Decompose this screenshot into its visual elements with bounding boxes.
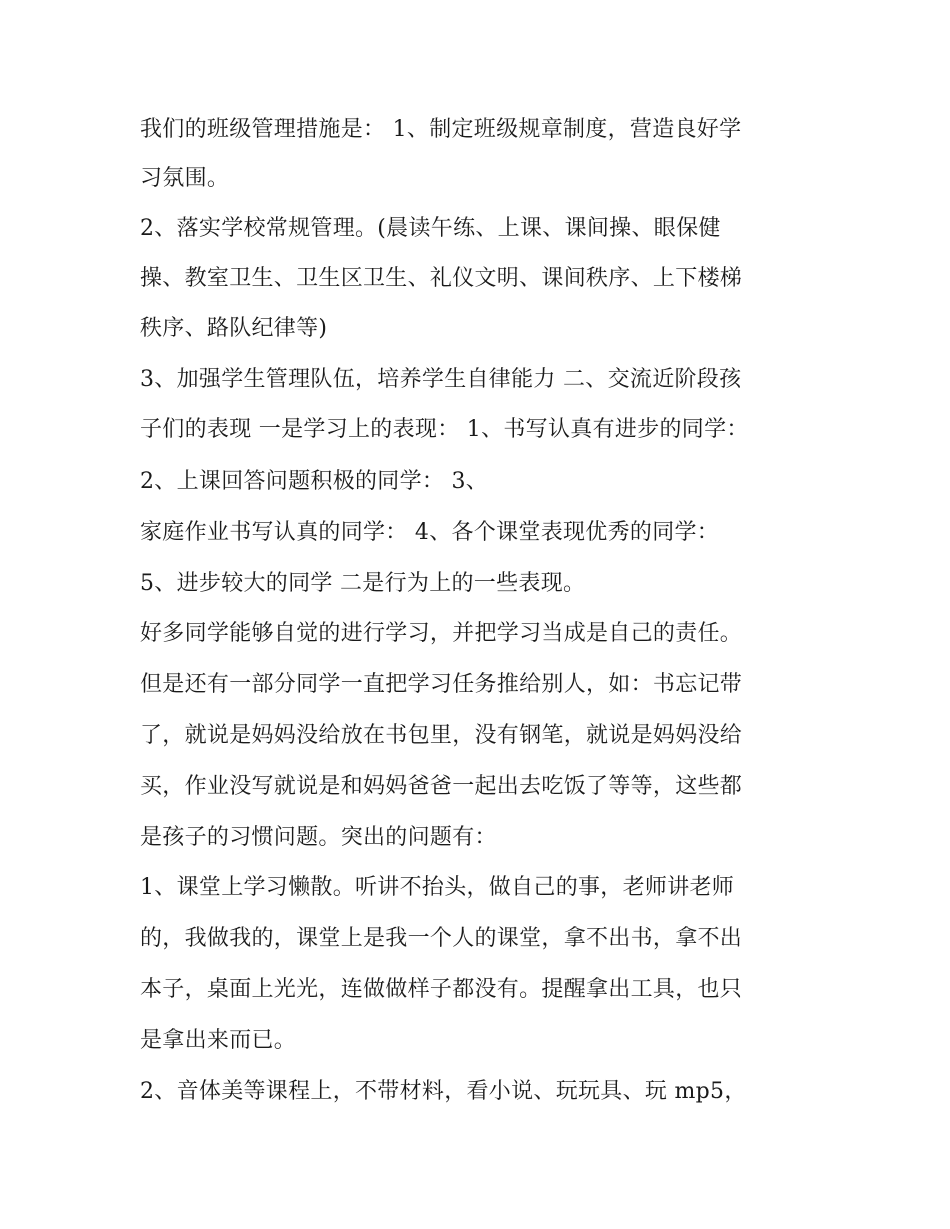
text-line: 2、上课回答问题积极的同学： 3、	[140, 469, 489, 494]
text-line: 2、落实学校常规管理。(晨读午练、上课、课间操、眼保健	[140, 216, 721, 241]
text-line: 习氛围。	[140, 166, 230, 191]
text-line: 秩序、路队纪律等)	[140, 316, 328, 341]
text-line: 本子，桌面上光光，连做做样子都没有。提醒拿出工具，也只	[140, 977, 743, 1002]
text-line: 3、加强学生管理队伍，培养学生自律能力 二、交流近阶段孩	[140, 367, 742, 392]
text-line: 子们的表现 一是学习上的表现： 1、书写认真有进步的同学：	[140, 417, 749, 442]
text-line: 了，就说是妈妈没给放在书包里，没有钢笔，就说是妈妈没给	[140, 723, 743, 748]
text-line: 好多同学能够自觉的进行学习，并把学习当成是自己的责任。	[140, 621, 743, 646]
text-line: 的，我做我的，课堂上是我一个人的课堂，拿不出书，拿不出	[140, 926, 743, 951]
text-line: 家庭作业书写认真的同学： 4、各个课堂表现优秀的同学：	[140, 520, 720, 545]
text-line: 买，作业没写就说是和妈妈爸爸一起出去吃饭了等等，这些都	[140, 774, 743, 799]
text-line: 操、教室卫生、卫生区卫生、礼仪文明、课间秩序、上下楼梯	[140, 266, 743, 291]
text-line: 但是还有一部分同学一直把学习任务推给别人，如：书忘记带	[140, 672, 743, 697]
text-line: 1、课堂上学习懒散。听讲不抬头，做自己的事，老师讲老师	[140, 875, 735, 900]
text-line: 我们的班级管理措施是： 1、制定班级规章制度，营造良好学	[140, 117, 742, 142]
text-line: 是孩子的习惯问题。突出的问题有：	[140, 825, 497, 850]
text-line: 2、音体美等课程上，不带材料，看小说、玩玩具、玩 mp5，	[140, 1079, 747, 1104]
text-line: 是拿出来而已。	[140, 1028, 297, 1053]
text-line: 5、进步较大的同学 二是行为上的一些表现。	[140, 571, 586, 596]
